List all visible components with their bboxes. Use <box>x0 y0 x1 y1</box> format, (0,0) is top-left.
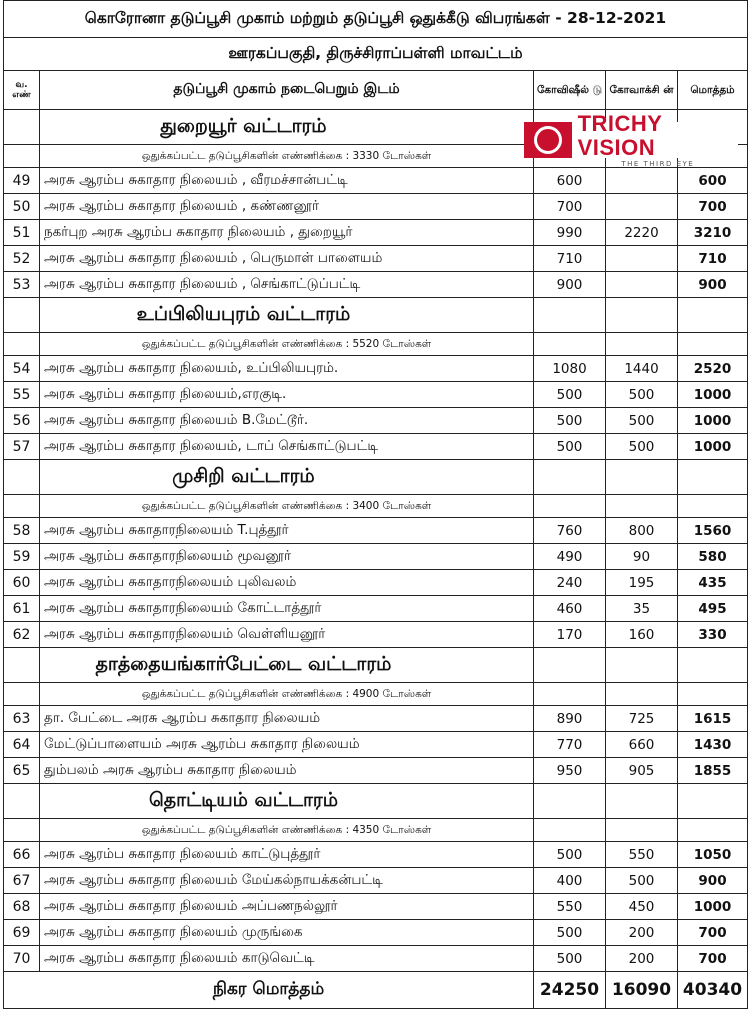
grand-total-covaxin: 16090 <box>606 972 678 1009</box>
row-place: அரசு ஆரம்ப சுகாதாரநிலையம் T.புத்தூர் <box>40 518 534 544</box>
row-serial: 64 <box>4 732 40 758</box>
block-heading-blank <box>678 784 748 819</box>
row-total: 1855 <box>678 758 748 784</box>
table-row <box>4 732 748 758</box>
table-row <box>4 356 748 382</box>
row-covaxin: 2220 <box>606 220 678 246</box>
allocation-row <box>4 683 748 706</box>
row-covaxin: 90 <box>606 544 678 570</box>
row-place: மேட்டுப்பாளையம் அரசு ஆரம்ப சுகாதார நிலையம் <box>40 732 534 758</box>
block-heading-blank <box>678 298 748 333</box>
row-total: 700 <box>678 920 748 946</box>
row-covishield: 500 <box>534 920 606 946</box>
allocation-blank <box>678 333 748 356</box>
row-serial: 67 <box>4 868 40 894</box>
row-place: அரசு ஆரம்ப சுகாதார நிலையம், டாப் செங்காட்டுபட்டி <box>40 434 534 460</box>
allocation-blank <box>4 145 40 168</box>
allocation-blank <box>606 819 678 842</box>
row-covishield: 990 <box>534 220 606 246</box>
allocation-blank <box>534 495 606 518</box>
row-covishield: 710 <box>534 246 606 272</box>
row-covaxin: 450 <box>606 894 678 920</box>
logo-brand-text: TRICHY VISION <box>577 110 663 160</box>
header-covaxin: கோவாக்சி ன் <box>606 71 678 110</box>
allocation-note: ஒதுக்கப்பட்ட தடுப்பூசிகளின் எண்ணிக்கை : 3400 டோஸ்கள் <box>40 495 534 518</box>
block-heading-row <box>4 648 748 683</box>
row-serial: 53 <box>4 272 40 298</box>
row-total: 1000 <box>678 894 748 920</box>
row-total: 1430 <box>678 732 748 758</box>
row-covaxin: 725 <box>606 706 678 732</box>
row-covishield: 500 <box>534 408 606 434</box>
row-covaxin <box>606 168 678 194</box>
block-name: துறையூர் வட்டாரம் <box>40 110 534 145</box>
header-total: மொத்தம் <box>678 71 748 110</box>
row-place: அரசு ஆரம்ப சுகாதார நிலையம் முருங்கை <box>40 920 534 946</box>
block-heading-blank <box>4 648 40 683</box>
table-row <box>4 596 748 622</box>
block-heading-blank <box>4 298 40 333</box>
row-covaxin: 500 <box>606 434 678 460</box>
allocation-row <box>4 819 748 842</box>
allocation-row <box>4 495 748 518</box>
row-total: 1560 <box>678 518 748 544</box>
row-total: 900 <box>678 868 748 894</box>
block-heading-blank <box>606 648 678 683</box>
block-heading-blank <box>606 784 678 819</box>
row-place: தும்பலம் அரசு ஆரம்ப சுகாதார நிலையம் <box>40 758 534 784</box>
document-title: கொரோனா தடுப்பூசி முகாம் மற்றும் தடுப்பூசி ஒதுக்கீடு விபரங்கள் - 28-12-2021 <box>4 1 748 38</box>
grand-total-label: நிகர மொத்தம் <box>4 972 534 1009</box>
row-total: 1000 <box>678 408 748 434</box>
block-heading-blank <box>606 298 678 333</box>
row-covishield: 700 <box>534 194 606 220</box>
block-name: தொட்டியம் வட்டாரம் <box>40 784 534 819</box>
row-covishield: 170 <box>534 622 606 648</box>
allocation-blank <box>4 683 40 706</box>
table-row <box>4 706 748 732</box>
block-heading-blank <box>606 460 678 495</box>
row-covaxin: 200 <box>606 920 678 946</box>
row-serial: 58 <box>4 518 40 544</box>
row-covaxin: 160 <box>606 622 678 648</box>
block-heading-row <box>4 784 748 819</box>
allocation-blank <box>678 683 748 706</box>
block-name: தாத்தையங்கார்பேட்டை வட்டாரம் <box>40 648 534 683</box>
row-covaxin: 500 <box>606 408 678 434</box>
row-serial: 65 <box>4 758 40 784</box>
table-row <box>4 408 748 434</box>
table-row <box>4 382 748 408</box>
allocation-blank <box>606 333 678 356</box>
table-row <box>4 842 748 868</box>
row-covaxin: 500 <box>606 868 678 894</box>
block-heading-blank <box>4 784 40 819</box>
row-covishield: 890 <box>534 706 606 732</box>
row-serial: 54 <box>4 356 40 382</box>
row-covishield: 760 <box>534 518 606 544</box>
row-serial: 50 <box>4 194 40 220</box>
table-row <box>4 868 748 894</box>
row-place: அரசு ஆரம்ப சுகாதார நிலையம் அப்பணநல்லூர் <box>40 894 534 920</box>
block-heading-blank <box>534 784 606 819</box>
row-serial: 66 <box>4 842 40 868</box>
row-covishield: 500 <box>534 842 606 868</box>
row-covaxin: 500 <box>606 382 678 408</box>
allocation-blank <box>678 495 748 518</box>
grand-total-sum: 40340 <box>678 972 748 1009</box>
grand-total-row <box>4 972 748 1009</box>
row-covishield: 500 <box>534 382 606 408</box>
row-covaxin <box>606 272 678 298</box>
trichy-vision-logo <box>524 110 738 168</box>
allocation-blank <box>4 819 40 842</box>
table-row <box>4 168 748 194</box>
table-row <box>4 758 748 784</box>
row-serial: 57 <box>4 434 40 460</box>
block-heading-blank <box>4 460 40 495</box>
row-place: அரசு ஆரம்ப சுகாதார நிலையம் , பெருமாள் பாளையம் <box>40 246 534 272</box>
row-serial: 68 <box>4 894 40 920</box>
allocation-blank <box>534 333 606 356</box>
row-total: 1000 <box>678 382 748 408</box>
row-total: 600 <box>678 168 748 194</box>
row-covishield: 500 <box>534 946 606 972</box>
table-row <box>4 544 748 570</box>
vaccination-sheet <box>3 0 747 1009</box>
eye-logo-icon <box>524 122 572 158</box>
row-place: அரசு ஆரம்ப சுகாதார நிலையம்,எரகுடி. <box>40 382 534 408</box>
row-place: நகர்புற அரசு ஆரம்ப சுகாதார நிலையம் , துறையூர் <box>40 220 534 246</box>
row-covaxin: 660 <box>606 732 678 758</box>
table-row <box>4 920 748 946</box>
row-total: 1050 <box>678 842 748 868</box>
allocation-note: ஒதுக்கப்பட்ட தடுப்பூசிகளின் எண்ணிக்கை : 5520 டோஸ்கள் <box>40 333 534 356</box>
table-row <box>4 622 748 648</box>
row-covaxin: 35 <box>606 596 678 622</box>
block-heading-blank <box>534 648 606 683</box>
table-row <box>4 220 748 246</box>
block-heading-blank <box>534 460 606 495</box>
table-row <box>4 570 748 596</box>
row-place: அரசு ஆரம்ப சுகாதாரநிலையம் கோட்டாத்தூர் <box>40 596 534 622</box>
row-place: அரசு ஆரம்ப சுகாதார நிலையம் காடுவெட்டி <box>40 946 534 972</box>
row-place: அரசு ஆரம்ப சுகாதாரநிலையம் மூவனூர் <box>40 544 534 570</box>
row-total: 700 <box>678 946 748 972</box>
row-serial: 49 <box>4 168 40 194</box>
row-place: அரசு ஆரம்ப சுகாதார நிலையம் காட்டுபுத்தூர் <box>40 842 534 868</box>
allocation-blank <box>678 819 748 842</box>
row-total: 900 <box>678 272 748 298</box>
logo-tagline: THE THIRD EYE <box>621 159 695 168</box>
allocation-note: ஒதுக்கப்பட்ட தடுப்பூசிகளின் எண்ணிக்கை : 4900 டோஸ்கள் <box>40 683 534 706</box>
row-place: அரசு ஆரம்ப சுகாதார நிலையம் B.மேட்டூர். <box>40 408 534 434</box>
row-total: 1000 <box>678 434 748 460</box>
row-serial: 70 <box>4 946 40 972</box>
allocation-blank <box>606 683 678 706</box>
row-covishield: 900 <box>534 272 606 298</box>
row-covishield: 400 <box>534 868 606 894</box>
table-row <box>4 946 748 972</box>
row-serial: 55 <box>4 382 40 408</box>
row-covaxin <box>606 194 678 220</box>
allocation-blank <box>534 683 606 706</box>
grand-total-covishield: 24250 <box>534 972 606 1009</box>
row-total: 1615 <box>678 706 748 732</box>
row-total: 2520 <box>678 356 748 382</box>
allocation-blank <box>4 333 40 356</box>
row-place: அரசு ஆரம்ப சுகாதாரநிலையம் புலிவலம் <box>40 570 534 596</box>
row-place: தா. பேட்டை அரசு ஆரம்ப சுகாதார நிலையம் <box>40 706 534 732</box>
row-covaxin: 200 <box>606 946 678 972</box>
row-place: அரசு ஆரம்ப சுகாதார நிலையம், உப்பிலியபுரம். <box>40 356 534 382</box>
block-name: உப்பிலியபுரம் வட்டாரம் <box>40 298 534 333</box>
table-row <box>4 194 748 220</box>
table-row <box>4 246 748 272</box>
row-covishield: 1080 <box>534 356 606 382</box>
block-heading-blank <box>678 648 748 683</box>
row-place: அரசு ஆரம்ப சுகாதாரநிலையம் வெள்ளியனூர் <box>40 622 534 648</box>
row-covaxin <box>606 246 678 272</box>
row-covishield: 770 <box>534 732 606 758</box>
row-serial: 52 <box>4 246 40 272</box>
row-serial: 62 <box>4 622 40 648</box>
block-heading-blank <box>4 110 40 145</box>
row-covaxin: 195 <box>606 570 678 596</box>
block-heading-blank <box>678 460 748 495</box>
allocation-row <box>4 333 748 356</box>
row-place: அரசு ஆரம்ப சுகாதார நிலையம் , செங்காட்டுப்பட்டி <box>40 272 534 298</box>
row-covaxin: 905 <box>606 758 678 784</box>
row-total: 330 <box>678 622 748 648</box>
row-covishield: 460 <box>534 596 606 622</box>
row-covishield: 500 <box>534 434 606 460</box>
row-place: அரசு ஆரம்ப சுகாதார நிலையம் , கண்ணனூர் <box>40 194 534 220</box>
district-subtitle: ஊரகப்பகுதி, திருச்சிராப்பள்ளி மாவட்டம் <box>4 38 748 71</box>
row-place: அரசு ஆரம்ப சுகாதார நிலையம் மேய்கல்நாயக்கன்பட்டி <box>40 868 534 894</box>
row-serial: 59 <box>4 544 40 570</box>
allocation-note: ஒதுக்கப்பட்ட தடுப்பூசிகளின் எண்ணிக்கை : 3330 டோஸ்கள் <box>40 145 534 168</box>
row-covaxin: 1440 <box>606 356 678 382</box>
block-name: முசிறி வட்டாரம் <box>40 460 534 495</box>
row-place: அரசு ஆரம்ப சுகாதார நிலையம் , வீரமச்சான்பட்டி <box>40 168 534 194</box>
row-covishield: 490 <box>534 544 606 570</box>
table-row <box>4 434 748 460</box>
header-covishield: கோவிஷீல் டு <box>534 71 606 110</box>
table-row <box>4 518 748 544</box>
row-total: 580 <box>678 544 748 570</box>
row-serial: 60 <box>4 570 40 596</box>
row-serial: 51 <box>4 220 40 246</box>
allocation-note: ஒதுக்கப்பட்ட தடுப்பூசிகளின் எண்ணிக்கை : 4350 டோஸ்கள் <box>40 819 534 842</box>
row-serial: 61 <box>4 596 40 622</box>
allocation-blank <box>4 495 40 518</box>
row-serial: 69 <box>4 920 40 946</box>
row-serial: 63 <box>4 706 40 732</box>
header-row <box>4 71 748 110</box>
block-heading-row <box>4 298 748 333</box>
row-total: 710 <box>678 246 748 272</box>
allocation-blank <box>534 819 606 842</box>
table-row <box>4 894 748 920</box>
row-total: 495 <box>678 596 748 622</box>
row-covishield: 600 <box>534 168 606 194</box>
row-covishield: 950 <box>534 758 606 784</box>
allocation-blank <box>606 495 678 518</box>
block-heading-row <box>4 460 748 495</box>
row-covishield: 550 <box>534 894 606 920</box>
row-covishield: 240 <box>534 570 606 596</box>
row-covaxin: 550 <box>606 842 678 868</box>
row-total: 700 <box>678 194 748 220</box>
row-total: 3210 <box>678 220 748 246</box>
table-row <box>4 272 748 298</box>
block-heading-blank <box>534 298 606 333</box>
row-total: 435 <box>678 570 748 596</box>
header-serial: வ. எண் <box>4 71 40 110</box>
row-covaxin: 800 <box>606 518 678 544</box>
header-place: தடுப்பூசி முகாம் நடைபெறும் இடம் <box>40 71 534 110</box>
row-serial: 56 <box>4 408 40 434</box>
